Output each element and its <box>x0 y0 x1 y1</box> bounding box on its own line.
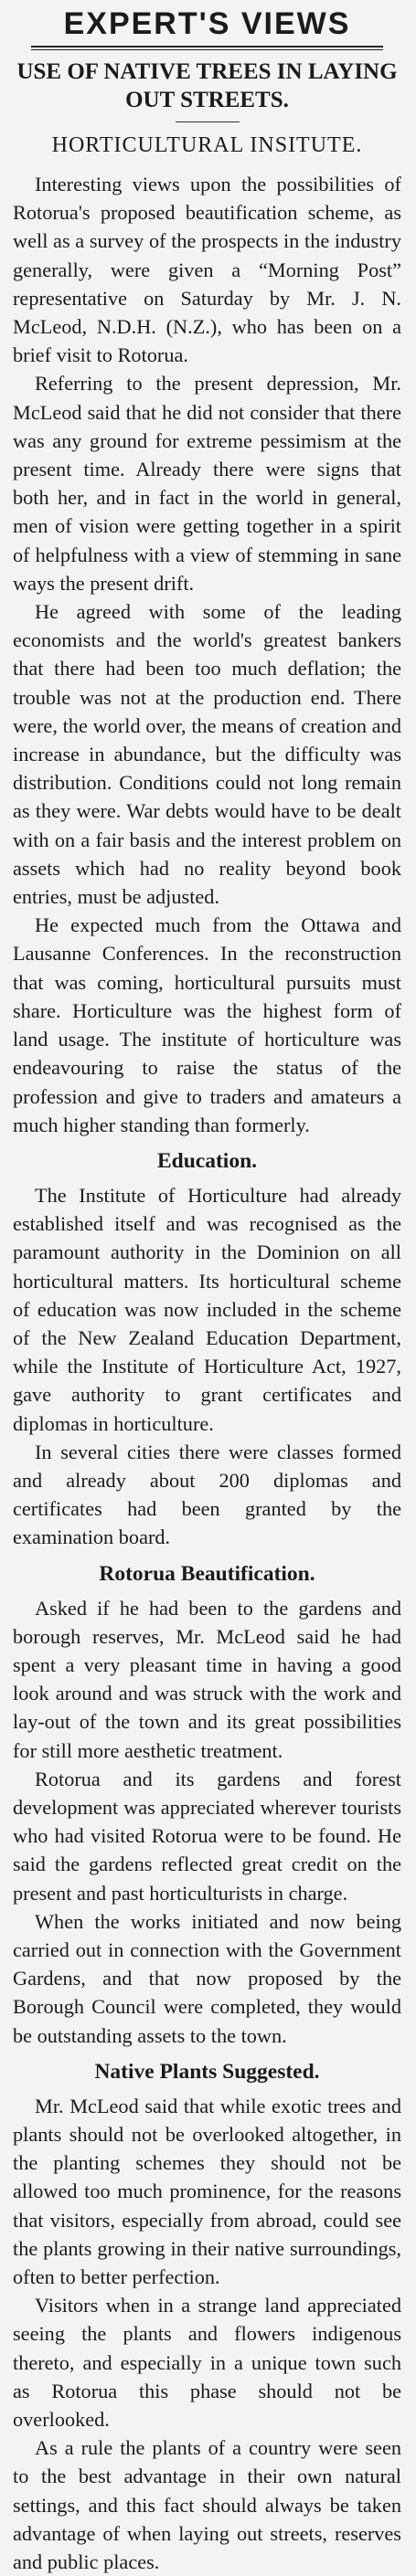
section-heading-education: Education. <box>156 1148 258 1173</box>
paragraph: He expected much from the Ottawa and Lausanne Conferences. In the reconstruction that was coming, horticultural pursuits must share. Horticulture was the highest form of land usage. The institute of horticulture was endeavouring to raise the status of the profession and give to traders and amateurs a much higher standing than formerly. <box>13 913 401 1136</box>
paragraph: Visitors when in a strange land appreciated seeing the plants and flowers indigenous thereto, and especially in a unique town such as Rotorua this phase should not be overlooked. <box>13 2294 401 2432</box>
paragraph: As a rule the plants of a country were seen to the best advantage in their own natural settings, and this fact should always be taken advantage of when laying out streets, reserves and public places. <box>13 2436 401 2574</box>
paragraph: Asked if he had been to the gardens and borough reserves, Mr. McLeod said he had spent a very pleasant time in having a good look around and was struck with the work and lay-out of the town and its great possibilities for still more aesthetic treatment. <box>13 1596 401 1762</box>
paragraph: Interesting views upon the possibilities of Rotorua's proposed beautification scheme, as well as a survey of the prospects in the industry generally, were given a “Morning Post” representative on Saturday by Mr. J. N. McLeod, N.D.H. (N.Z.), who has been on a brief visit to Rotorua. <box>13 173 401 367</box>
subheading-institute: HORTICULTURAL INSITUTE. <box>51 133 363 157</box>
section-heading-beautification: Rotorua Beautification. <box>99 1561 315 1586</box>
paragraph: Mr. McLeod said that while exotic trees and plants should not be overlooked altogether, in the planting schemes they should not be allowed too much prominence, for the reasons that visitors, especially from abroad, could see the plants growing in their native surroundings, often to better perfection. <box>13 2094 401 2289</box>
paragraph: When the works initiated and now being carried out in connection with the Government Gardens, and that now proposed by the Borough Council were completed, they would be outstanding assets to the town. <box>13 1909 401 2047</box>
paragraph: Rotorua and its gardens and forest development was appreciated wherever tourists who had visited Rotorua were to be found. He said the gardens reflected great credit on the present and past horticulturists in charge. <box>13 1767 401 1905</box>
section-heading-native-plants: Native Plants Suggested. <box>94 2059 320 2084</box>
subheading: USE OF NATIVE TREES IN LAYING OUT STREETS. <box>16 59 398 112</box>
paragraph: He agreed with some of the leading economists and the world's greatest bankers that there had been too much deflation; the trouble was not at the production end. There were, the world over, the means of creation and increase in abundance, but the difficulty was distribution. Conditions could not long remain as they were. War debts would have to be dealt with on a fair basis and the interest problem on assets which had no reality beyond book entries, must be adjusted. <box>13 600 401 909</box>
paragraph: The Institute of Horticulture had already established itself and was recognised as the paramount authority in the Dominion on all horticultural matters. Its horticultural scheme of education was now included in the scheme of the New Zealand Education Department, while the Institute of Horticulture Act, 1927, gave authority to grant certificates and diplomas in horticulture. <box>13 1183 401 1435</box>
paragraph: Referring to the present depression, Mr. McLeod said that he did not consider that there was any ground for extreme pessimism at the present time. Already there were signs that both her, and in fact in the world in general, men of vision were getting together in a spirit of helpfulness with a view of stemming in sane ways the present drift. <box>13 372 401 595</box>
headline-rule <box>31 46 383 50</box>
headline: EXPERT'S VIEWS <box>63 6 351 41</box>
paragraph: In several cities there were classes formed and already about 200 diplomas and certificates had been granted by the examination board. <box>13 1440 401 1549</box>
subheading-rule <box>176 121 240 122</box>
